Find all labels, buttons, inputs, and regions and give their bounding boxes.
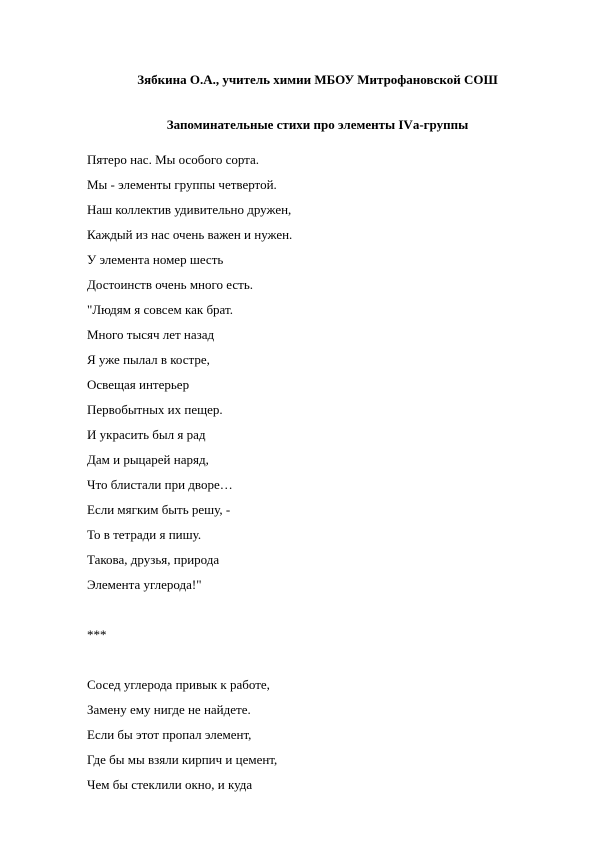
poem-line: Такова, друзья, природа: [87, 552, 220, 567]
poem-line: Мы - элементы группы четвертой.: [87, 177, 277, 192]
document-title: Запоминательные стихи про элементы IVа-группы: [166, 117, 469, 132]
poem-line: Чем бы стеклили окно, и куда: [87, 777, 253, 792]
poem-line: Если бы этот пропал элемент,: [87, 727, 252, 742]
poem-line: Замену ему нигде не найдете.: [87, 702, 251, 717]
poem-line: Каждый из нас очень важен и нужен.: [87, 227, 293, 242]
poem-line: Дам и рыцарей наряд,: [87, 452, 209, 467]
stanza-gap: [87, 652, 292, 677]
poem-line: Много тысяч лет назад: [87, 327, 215, 342]
poem-line: У элемента номер шесть: [87, 252, 224, 267]
poem-line: Освещая интерьер: [87, 377, 190, 392]
poem-line: Первобытных их пещер.: [87, 402, 223, 417]
poem-line: Что блистали при дворе…: [87, 477, 233, 492]
stanza-separator: ***: [87, 627, 107, 642]
poem-line: Где бы мы взяли кирпич и цемент,: [87, 752, 278, 767]
poem-line: То в тетради я пишу.: [87, 527, 202, 542]
poem-line: Сосед углерода привык к работе,: [87, 677, 270, 692]
poem-line: И украсить был я рад: [87, 427, 206, 442]
poem-line: "Людям я совсем как брат.: [87, 302, 233, 317]
poem-line: Если мягким быть решу, -: [87, 502, 231, 517]
poem-line: Достоинств очень много есть.: [87, 277, 253, 292]
poem-line: Элемента углерода!": [87, 577, 202, 592]
poem: [87, 152, 292, 802]
poem-line: Пятеро нас. Мы особого сорта.: [87, 152, 260, 167]
author-line: Зябкина О.А., учитель химии МБОУ Митрофановской СОШ: [137, 72, 498, 87]
stanza-gap: [87, 602, 292, 627]
poem-line: Я уже пылал в костре,: [87, 352, 210, 367]
poem-line: Наш коллектив удивительно дружен,: [87, 202, 292, 217]
